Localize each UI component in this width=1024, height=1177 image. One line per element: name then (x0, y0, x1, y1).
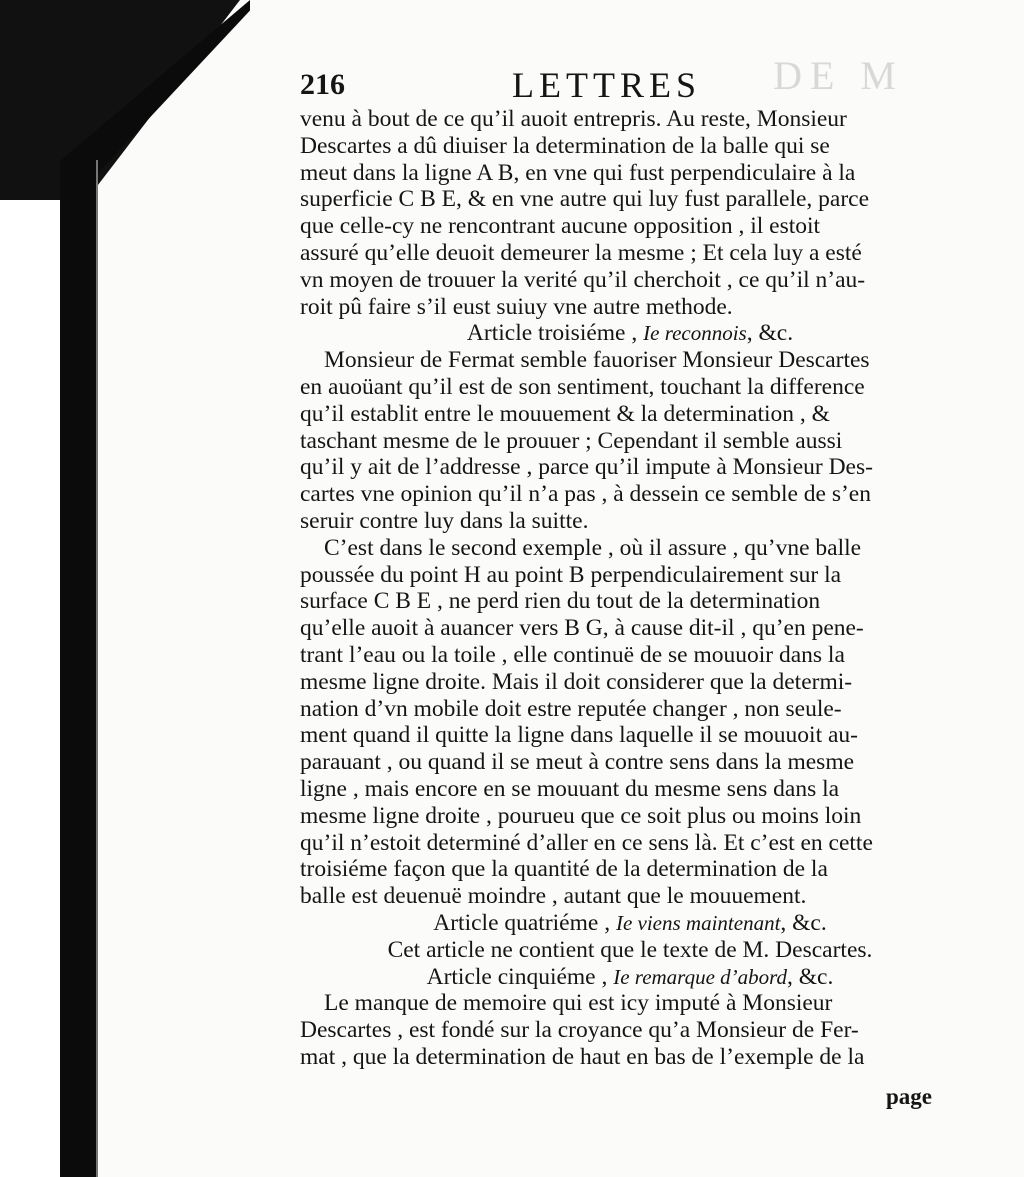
text-line (300, 374, 940, 401)
text-line (300, 133, 940, 160)
line-text: ligne , mais encore en se mouuant du mesme sens dans la (300, 775, 840, 802)
heading-tail: , &c. (746, 320, 794, 347)
text-line (300, 347, 940, 374)
line-text: Descartes a dû diuiser la determination de la balle qui se (300, 132, 830, 159)
line-text: Descartes , est fondé sur la croyance qu’a Monsieur de Fer- (300, 1017, 859, 1044)
line-text: qu’il n’estoit determiné d’aller en ce sens là. Et c’est en cette (300, 829, 873, 856)
text-line (300, 428, 940, 455)
text-line (300, 213, 940, 240)
line-text: poussée du point H au point B perpendiculairement sur la (300, 561, 842, 588)
line-text: Monsieur de Fermat semble fauoriser Monsieur Descartes (324, 347, 870, 374)
line-text: cartes vne opinion qu’il n’a pas , à dessein ce semble de s’en (300, 481, 871, 508)
line-text: troisiéme façon que la quantité de la determination de la (300, 856, 828, 883)
text-line (300, 160, 940, 187)
text-line (300, 803, 940, 830)
text-line (300, 562, 940, 589)
line-text: parauant , ou quand il se meut à contre sens dans la mesme (300, 749, 855, 776)
line-text: que celle-cy ne rencontrant aucune opposition , il estoit (300, 213, 821, 240)
section-heading (300, 910, 940, 937)
heading-incipit: Ie reconnois (643, 321, 747, 346)
line-text: Le manque de memoire qui est icy imputé à Monsieur (324, 990, 833, 1017)
text-line (300, 749, 940, 776)
text-line (300, 669, 940, 696)
line-text: en auoüant qu’il est de son sentiment, touchant la difference (300, 373, 865, 400)
line-text: roit pû faire s’il eust suiuy vne autre methode. (300, 293, 733, 320)
text-line (300, 856, 940, 883)
text-line (300, 481, 940, 508)
heading-tail: , &c. (787, 963, 834, 990)
line-text: superficie C B E, & en vne autre qui luy fust parallele, parce (300, 186, 870, 213)
line-text: qu’il y ait de l’addresse , parce qu’il impute à Monsieur Des- (300, 454, 873, 481)
line-text: balle est deuenuë moindre , autant que le mouuement. (300, 883, 807, 910)
text-line (300, 106, 940, 133)
text-block (300, 106, 940, 1071)
text-line (300, 990, 940, 1017)
line-text: assuré qu’elle deuoit demeurer la mesme ; Et cela luy a esté (300, 239, 862, 266)
text-line (300, 267, 940, 294)
line-text: qu’il establit entre le mouuement & la determination , & (300, 400, 830, 427)
line-text: vn moyen de trouuer la verité qu’il cherchoit , ce qu’il n’au- (300, 266, 866, 293)
text-line (300, 830, 940, 857)
running-head (300, 60, 940, 106)
line-text: ment quand il quitte la ligne dans laquelle il se mouuoit au- (300, 722, 858, 749)
line-text: surface C B E , ne perd rien du tout de la determination (300, 588, 821, 615)
section-heading (300, 964, 940, 991)
text-line (300, 240, 940, 267)
line-text: meut dans la ligne A B, en vne qui fust perpendiculaire à la (300, 159, 856, 186)
heading-incipit: Ie viens maintenant (615, 910, 781, 935)
line-text: trant l’eau ou la toile , elle continuë de se mouuoir dans la (300, 641, 845, 668)
text-line (300, 615, 940, 642)
line-text: mesme ligne droite. Mais il doit considerer que la determi- (300, 668, 853, 695)
line-text: Article troisiéme , (466, 320, 638, 347)
line-text: Article quatriéme , (433, 909, 611, 936)
heading-tail: , &c. (780, 909, 827, 936)
text-line (300, 454, 940, 481)
text-line (300, 883, 940, 910)
line-text: mesme ligne droite , pourueu que ce soit plus ou moins loin (300, 802, 862, 829)
line-text: Cet article ne contient que le texte de M. Descartes. (387, 936, 873, 963)
line-text: nation d’vn mobile doit estre reputée changer , non seule- (300, 695, 842, 722)
line-text: seruir contre luy dans la suitte. (300, 507, 589, 534)
text-line (300, 401, 940, 428)
line-text: mat , que la determination de haut en bas de l’exemple de la (300, 1043, 865, 1070)
running-title: LETTRES (512, 65, 701, 105)
line-text: C’est dans le second exemple , où il assure , qu’vne balle (324, 534, 862, 561)
text-line (300, 776, 940, 803)
section-heading (300, 320, 940, 347)
line-text: Article cinquiéme , (426, 963, 608, 990)
text-line (300, 722, 940, 749)
line-text: qu’elle auoit à auancer vers B G, à cause dit-il , qu’en pene- (300, 615, 864, 642)
page-number: 216 (300, 68, 345, 101)
text-line (300, 508, 940, 535)
line-text: taschant mesme de le prouuer ; Cependant il semble aussi (300, 427, 843, 454)
catchword: page (886, 1084, 932, 1109)
bleed-through-text: DE M (773, 53, 904, 98)
text-line (300, 294, 940, 321)
book-page (300, 60, 940, 1140)
text-line (300, 1044, 940, 1071)
book-spine (60, 160, 98, 1177)
line-text: venu à bout de ce qu’il auoit entrepris. Au reste, Monsieur (300, 106, 847, 132)
section-heading (300, 937, 940, 964)
text-line (300, 535, 940, 562)
text-line (300, 642, 940, 669)
text-line (300, 588, 940, 615)
text-line (300, 186, 940, 213)
heading-incipit: Ie remarque d’abord (613, 964, 788, 989)
text-line (300, 696, 940, 723)
text-line (300, 1017, 940, 1044)
